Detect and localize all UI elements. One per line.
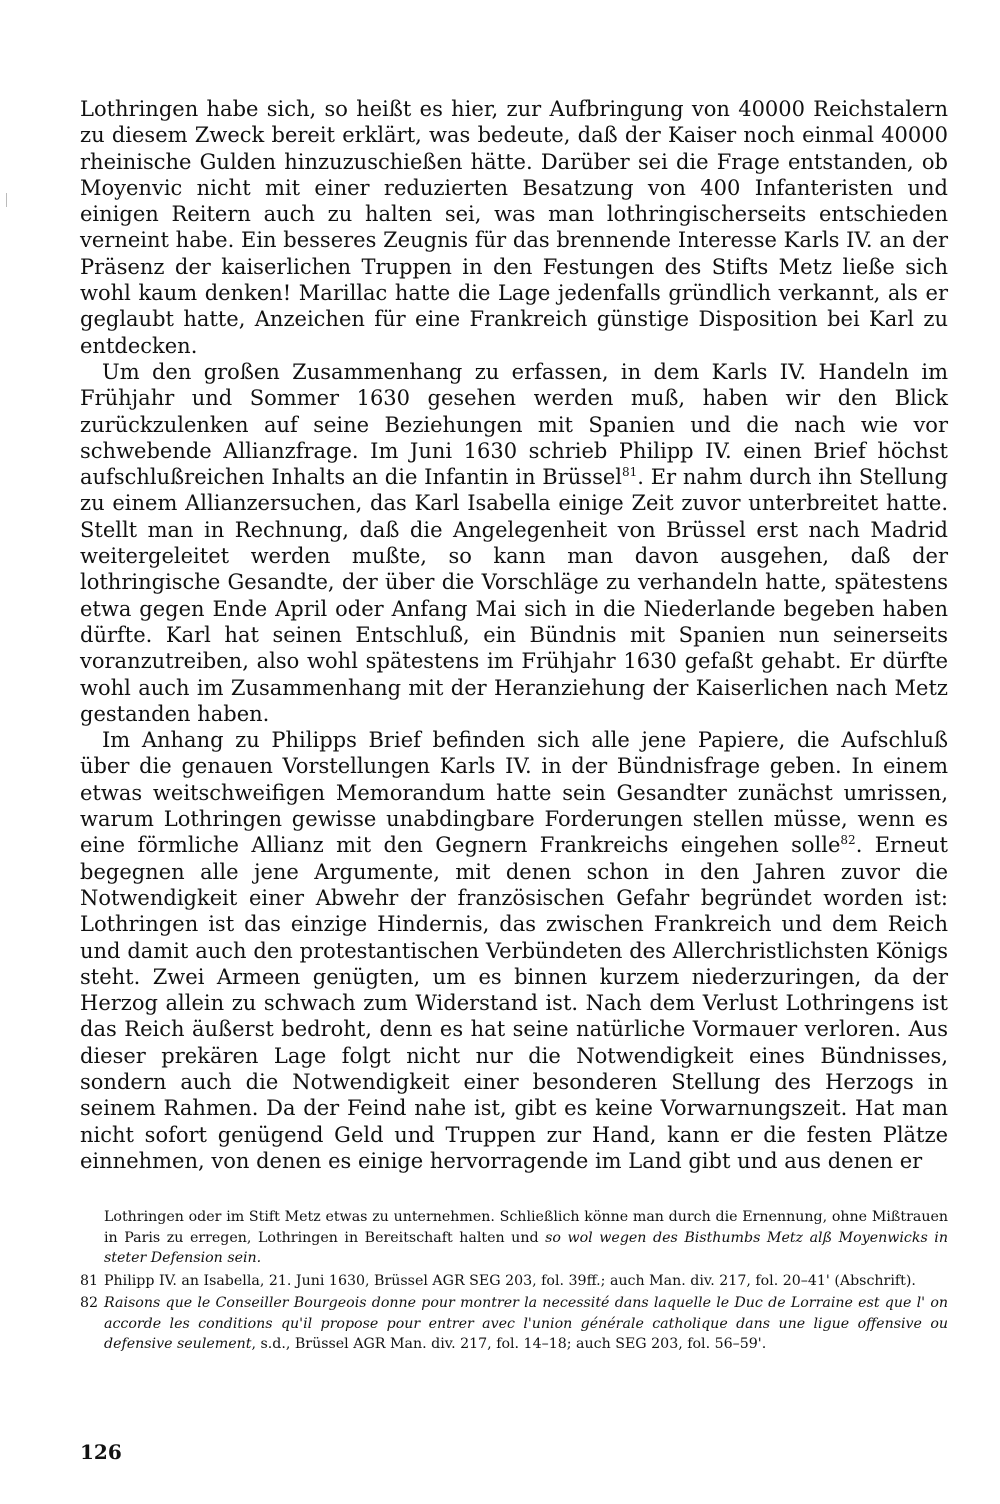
main-text — [80, 96, 948, 1174]
footnote-81 — [80, 1271, 948, 1292]
footnote-number: 81 — [80, 1272, 99, 1289]
paragraph-3: Im Anhang zu Philipps Brief befinden sich alle jene Papiere, die Aufschluß über die genauen Vorstellungen Karls IV. in der Bündnisfrage geben. In einem etwas weitschweifigen Memorandum hatte sein Gesandter zunächst umrissen, warum Lothringen gewisse unabdingbare Forderungen stellen müsse, wenn es eine förmliche Allianz mit den Gegnern Frankreichs eingehen solle$^{82}$. Erneut begegnen alle jene Argumente, mit denen schon in den Jahren zuvor die Notwendigkeit einer Abwehr der französischen Gefahr begründet worden ist: Lothringen ist das einzige Hindernis, das zwischen Frankreich und dem Reich und damit auch den protestantischen Verbündeten des Allerchristlichsten Königs steht. Zwei Armeen genügten, um es binnen kurzem niederzuringen, da der Herzog allein zu schwach zum Widerstand ist. Nach dem Verlust Lothringens ist das Reich äußerst bedroht, denn es hat seine natürliche Vormauer verloren. Aus dieser prekären Lage folgt nicht nur die Notwendigkeit eines Bündnisses, sondern auch die Notwendigkeit einer besonderen Stellung des Herzogs in seinem Rahmen. Da der Feind nahe ist, gibt es keine Vorwarnungszeit. Hat man nicht sofort genügend Geld und Truppen zur Hand, kann er die festen Plätze einnehmen, von denen es einige hervorragende im Land gibt und aus denen er — [80, 728, 948, 1173]
footnotes — [80, 1207, 948, 1357]
margin-mark — [6, 193, 7, 207]
footnote-number: 82 — [80, 1295, 99, 1311]
page-number: 126 — [80, 1440, 122, 1464]
footnote-text: Philipp IV. an Isabella, 21. Juni 1630, Brüssel AGR SEG 203, fol. 39ff.; auch Man. div. 217, fol. 20–41' (Abschrift). — [104, 1272, 916, 1289]
footnote-ref-81[interactable]: 81 — [622, 465, 638, 480]
paragraph-2: Um den großen Zusammenhang zu erfassen, in dem Karls IV. Handeln im Frühjahr und Sommer 1630 gesehen werden muß, haben wir den Blick zurückzulenken auf seine Beziehungen mit Spanien und die nach wie vor schwebende Allianzfrage. Im Juni 1630 schrieb Philipp IV. einen Brief höchst aufschlußreichen Inhalts an die Infantin in Brüssel$^{81}$. Er nahm durch ihn Stellung zu einem Allianzersuchen, das Karl Isabella einige Zeit zuvor unterbreitet hatte. Stellt man in Rechnung, daß die Angelegenheit von Brüssel erst nach Madrid weitergeleitet werden mußte, so kann man davon ausgehen, daß der lothringische Gesandte, der über die Vorschläge zu verhandeln hatte, spätestens etwa gegen Ende April oder Anfang Mai sich in die Niederlande begeben haben dürfte. Karl hat seinen Entschluß, ein Bündnis mit Spanien nun seinerseits voranzutreiben, also wohl spätestens im Frühjahr 1630 gefaßt gehabt. Er dürfte wohl auch im Zusammenhang mit der Heranziehung der Kaiserlichen nach Metz gestanden haben. — [80, 359, 948, 726]
footnote-82 — [80, 1293, 948, 1355]
paragraph-1: Lothringen habe sich, so heißt es hier, zur Aufbringung von 40000 Reichstalern zu diesem Zweck bereit erklärt, was bedeute, daß der Kaiser noch einmal 40000 rheinische Gulden hinzuzuschießen hätte. Darüber sei die Frage entstanden, ob Moyenvic nicht mit einer reduzierten Besatzung von 400 Infanteristen und einigen Reitern auch zu halten sei, was man lothringischerseits entschieden verneint habe. Ein besseres Zeugnis für das brennende Interesse Karls IV. an der Präsenz der kaiserlichen Truppen in den Festungen des Stifts Metz ließe sich wohl kaum denken! Marillac hatte die Lage jedenfalls gründlich verkannt, als er geglaubt hatte, Anzeichen für eine Frankreich günstige Disposition bei Karl zu entdecken. — [80, 97, 948, 358]
footnote-ref-82[interactable]: 82 — [840, 833, 856, 848]
footnote-text: Raisons que le Conseiller Bourgeois donne pour montrer la necessité dans laquelle le Duc de Lorraine est que l' on accorde les conditions qu'il propose pour entrer avec l'union générale catholique dans une ligue offensive ou defensive seulement, s.d., Brüssel AGR Man. div. 217, fol. 14–18; auch SEG 203, fol. 56–59'. — [104, 1295, 948, 1352]
footnote-continuation: Lothringen oder im Stift Metz etwas zu unternehmen. Schließlich könne man durch die Ernennung, ohne Mißtrauen in Paris zu erregen, Lothringen in Bereitschaft halten und so wol wegen des Bisthumbs Metz alß Moyenwicks in steter Defension sein. — [104, 1209, 948, 1266]
